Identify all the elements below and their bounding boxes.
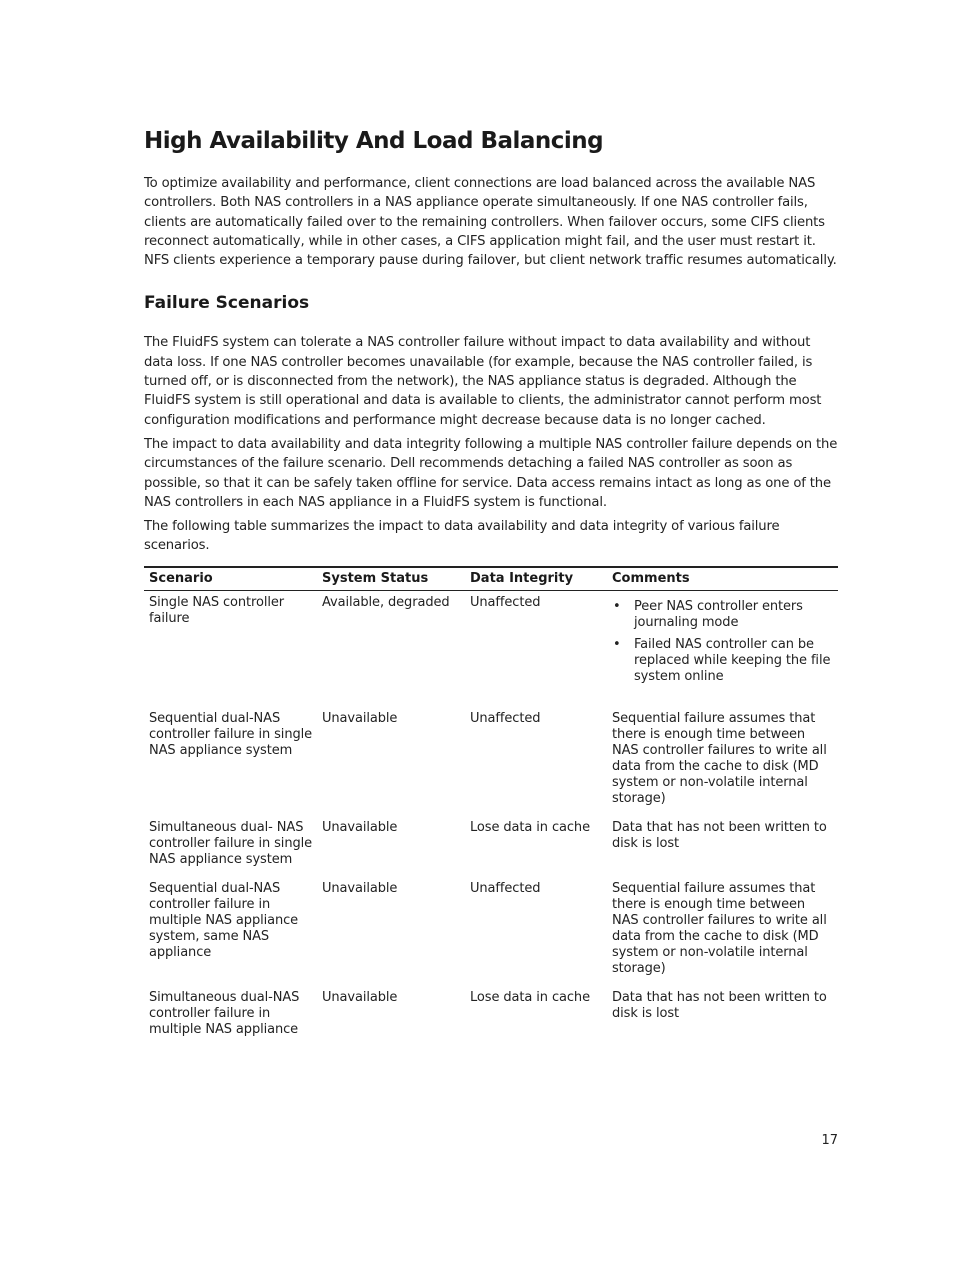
paragraph: The following table summarizes the impact to data availability and data integrity of various failure scenarios.	[144, 519, 780, 554]
cell-status: Available, degraded	[322, 594, 450, 610]
column-header-comments: Comments	[607, 567, 838, 591]
cell-integrity: Unaffected	[470, 594, 541, 610]
cell-integrity: Unaffected	[470, 880, 541, 896]
page-title: High Availability And Load Balancing	[144, 128, 604, 154]
list-item: • Failed NAS controller can be replaced while keeping the file system online	[634, 637, 833, 685]
cell-comments: Sequential failure assumes that there is enough time between NAS controller failures to write all data from the cache to disk (MD system or non-volatile internal storage)	[612, 710, 827, 806]
intro-paragraph: To optimize availability and performance, client connections are load balanced across the available NAS controllers. Both NAS controllers in a NAS appliance operate simultaneously. If one NAS controller fails, clients are automatically failed over to the remaining controllers. When failover occurs, some CIFS clients reconnect automatically, while in other cases, a CIFS application might fail, and the user must restart it. NFS clients experience a temporary pause during failover, but client network traffic resumes automatically.	[144, 176, 837, 269]
table-row	[144, 590, 838, 707]
table-row	[144, 816, 838, 877]
cell-integrity: Unaffected	[470, 710, 541, 726]
column-header-data-integrity: Data Integrity	[465, 567, 607, 591]
list-item: • Peer NAS controller enters journaling mode	[634, 599, 833, 631]
column-header-scenario: Scenario	[144, 567, 317, 591]
cell-scenario: Simultaneous dual-NAS controller failure in multiple NAS appliance	[149, 989, 300, 1037]
section-title: Failure Scenarios	[144, 293, 310, 314]
paragraph: The impact to data availability and data integrity following a multiple NAS controller failure depends on the circumstances of the failure scenario. Dell recommends detaching a failed NAS controller as soon as possible, so that it can be safely taken offline for service. Data access remains intact as long as one of the NAS controllers in each NAS appliance in a FluidFS system is functional.	[144, 436, 838, 510]
cell-scenario: Sequential dual-NAS controller failure in single NAS appliance system	[149, 710, 313, 758]
cell-integrity: Lose data in cache	[470, 819, 590, 835]
cell-status: Unavailable	[322, 989, 398, 1005]
column-header-system-status: System Status	[317, 567, 465, 591]
table-row	[144, 707, 838, 816]
cell-scenario: Single NAS controller failure	[149, 594, 285, 626]
table-row	[144, 877, 838, 986]
cell-status: Unavailable	[322, 880, 398, 896]
table-header-row	[144, 567, 838, 591]
cell-comments: Data that has not been written to disk is lost	[612, 989, 827, 1021]
cell-integrity: Lose data in cache	[470, 989, 590, 1005]
page-number: 17	[821, 1133, 838, 1148]
cell-scenario: Sequential dual-NAS controller failure in multiple NAS appliance system, same NAS appliance	[149, 880, 299, 960]
cell-comments	[607, 590, 838, 707]
comment-list	[612, 599, 833, 685]
cell-comments: Sequential failure assumes that there is enough time between NAS controller failures to write all data from the cache to disk (MD system or non-volatile internal storage)	[612, 880, 827, 976]
cell-status: Unavailable	[322, 710, 398, 726]
cell-status: Unavailable	[322, 819, 398, 835]
page-content	[144, 128, 838, 1047]
cell-comments: Data that has not been written to disk is lost	[612, 819, 827, 851]
paragraph: The FluidFS system can tolerate a NAS controller failure without impact to data availability and without data loss. If one NAS controller becomes unavailable (for example, because the NAS controller failed, is turned off, or is disconnected from the network), the NAS appliance status is degraded. Although the FluidFS system is still operational and data is available to clients, the administrator cannot perform most configuration modifications and performance might decrease because data is no longer cached.	[144, 335, 822, 428]
cell-scenario: Simultaneous dual- NAS controller failure in single NAS appliance system	[149, 819, 313, 867]
failure-scenarios-table	[144, 566, 838, 1047]
table-row	[144, 986, 838, 1047]
